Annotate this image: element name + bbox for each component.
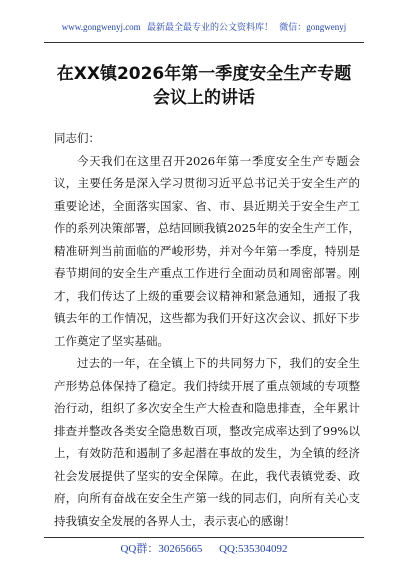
- salutation: 同志们：: [54, 131, 100, 145]
- header-slogan: 最新最全最专业的公文资料库！: [146, 22, 273, 32]
- header-wechat: 微信：gongwenyj: [279, 22, 347, 32]
- footer-qq-group: QQ群：30265665: [120, 543, 203, 555]
- header-divider: [44, 42, 364, 43]
- title-line-1: 在XX镇2026年第一季度安全生产专题: [56, 64, 352, 84]
- title-line-2: 会议上的讲话: [153, 88, 255, 108]
- paragraph-1: 今天我们在这里召开2026年第一季度安全生产专题会议，主要任务是深入学习贯彻习近平总书记关于安全生产的重要论述，全面落实国家、省、市、县近期关于安全生产工作的系列决策部署，总结回顾我镇2025年的安全生产工作，精准研判当前面临的严峻形势，并对今年第一季度，特别是春节期间的安全生产重点工作进行全面动员和周密部署。刚才，我们传达了上级的重要会议精神和紧急通知，通报了我镇去年的工作情况，这些都为我们开好这次会议、抓好下步工作奠定了坚实基础。: [54, 153, 360, 348]
- paragraph-2: 过去的一年，在全镇上下的共同努力下，我们的安全生产形势总体保持了稳定。我们持续开展了重点领域的专项整治行动，组织了多次安全生产大检查和隐患排查，全年累计排查并整改各类安全隐患数百项，整改完成率达到了99%以上，有效防范和遏制了多起潜在事故的发生，为全镇的经济社会发展提供了坚实的安全保障。在此，我代表镇党委、政府，向所有奋战在安全生产第一线的同志们，向所有关心支持我镇安全发展的各界人士，表示衷心的感谢！: [54, 356, 360, 528]
- page-header: [0, 20, 408, 33]
- header-url-link[interactable]: www.gongwenyj.com: [61, 22, 141, 32]
- document-body: [54, 127, 360, 532]
- page-footer: [0, 540, 408, 556]
- document-title: [40, 62, 368, 110]
- footer-qq-number: QQ:535304092: [219, 543, 288, 555]
- footer-divider: [44, 537, 364, 538]
